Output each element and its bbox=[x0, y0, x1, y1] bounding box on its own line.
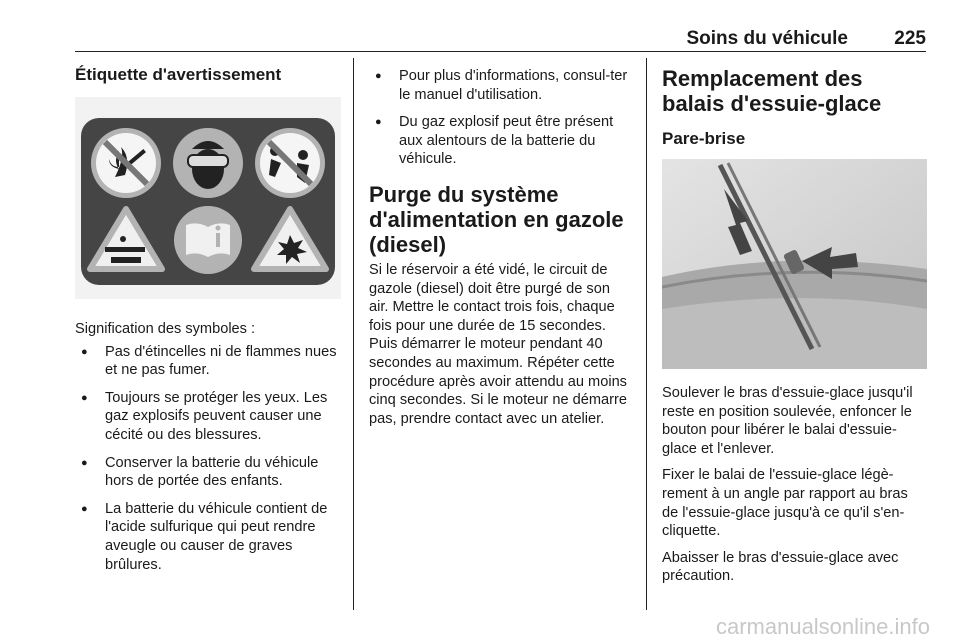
column-divider bbox=[646, 58, 647, 610]
column-3 bbox=[662, 66, 927, 585]
header-title: Soins du véhicule bbox=[686, 28, 848, 49]
symbols-list bbox=[75, 343, 341, 575]
section-heading: Remplacement des balais d'essuie-glace bbox=[662, 66, 882, 116]
keep-away-from-children-icon bbox=[255, 128, 325, 198]
list-item: ● Pour plus d'informations, consul-ter le manuel d'utilisation. bbox=[369, 67, 633, 104]
wiper-figure bbox=[662, 159, 927, 369]
body-text: Fixer le balai de l'essuie-glace légè-rement à un angle par rapport au bras de l'essuie-glace jusqu'à ce qu'il s'en-cliquette. bbox=[662, 467, 908, 540]
section-heading: Purge du système d'alimentation en gazole (diesel) bbox=[369, 181, 624, 257]
header-rule bbox=[75, 51, 926, 52]
section-heading: Étiquette d'avertissement bbox=[75, 65, 282, 84]
symbols-intro: Signification des symboles : bbox=[75, 321, 256, 337]
no-flame-icon bbox=[91, 128, 161, 198]
list-item: ● Pas d'étincelles ni de flammes nues et ne pas fumer. bbox=[75, 343, 341, 380]
list-item: ● La batterie du véhicule contient de l'acide sulfurique qui peut rendre aveugle ou causer de graves brûlures. bbox=[75, 500, 341, 574]
page-number: 225 bbox=[894, 28, 926, 49]
column-2 bbox=[369, 67, 633, 428]
info-list bbox=[369, 67, 633, 169]
column-1 bbox=[75, 64, 341, 573]
body-text: Abaisser le bras d'essuie-glace avec précaution. bbox=[662, 549, 899, 585]
list-item: ● Toujours se protéger les yeux. Les gaz explosifs peuvent causer une cécité ou des blessures. bbox=[75, 389, 341, 445]
list-item: ● Conserver la batterie du véhicule hors de portée des enfants. bbox=[75, 454, 341, 491]
body-text: Si le réservoir a été vidé, le circuit de gazole (diesel) doit être purgé de son air. Mettre le contact trois fois, chaque fois pour une durée de 15 secondes. Puis démarrer le moteur pendant 40 secondes au maximum. Répéter cette procédure après avoir attendu au moins cinq secondes. Si le moteur ne démarre pas, prendre contact avec un atelier. bbox=[369, 261, 627, 427]
read-manual-icon bbox=[174, 206, 242, 274]
list-item: ● Du gaz explosif peut être présent aux alentours de la batterie du véhicule. bbox=[369, 113, 633, 169]
body-text: Soulever le bras d'essuie-glace jusqu'il reste en position soulevée, enfoncer le bouton pour libérer le balai d'essuie-glace et l'enlever. bbox=[662, 385, 913, 457]
watermark: carmanualsonline.info bbox=[715, 614, 930, 639]
column-divider bbox=[353, 58, 354, 610]
warning-label-figure bbox=[75, 97, 341, 299]
eye-protection-icon bbox=[173, 128, 243, 198]
subsection-heading: Pare-brise bbox=[662, 129, 746, 148]
